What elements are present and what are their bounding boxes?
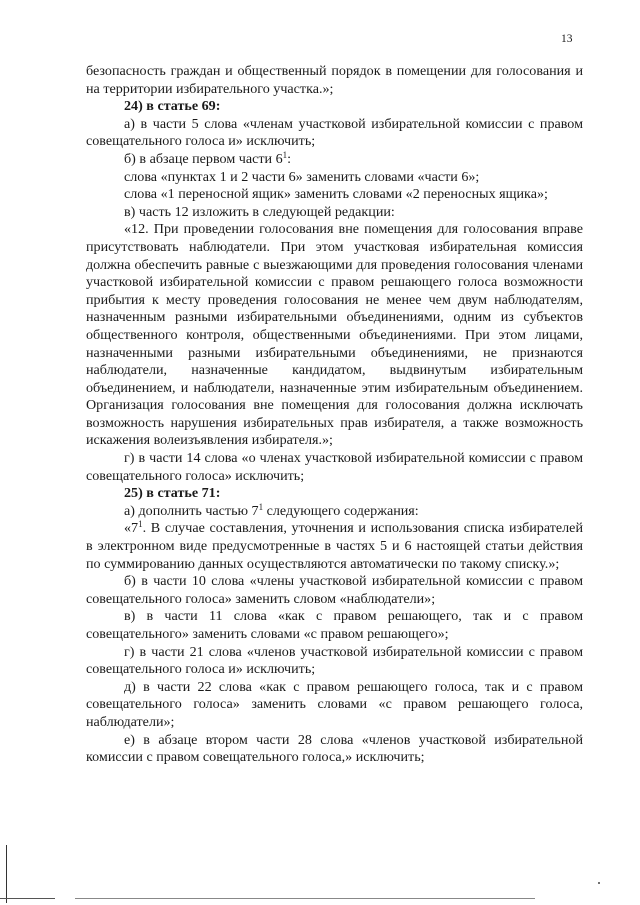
paragraph-71-b: б) в части 10 слова «члены участковой избирательной комиссии с правом совещательного голоса» заменить словом «наблюдатели»; [86,573,583,607]
text-fragment: б) в абзаце первом части 6 [124,150,283,167]
paragraph-69-b [86,151,583,169]
paragraph-69-b-2: слова «1 переносной ящик» заменить словами «2 переносных ящика»; [124,186,548,203]
paragraph-71-part-7-1 [86,520,583,573]
paragraph-71-d: д) в части 22 слова «как с правом решающего голоса, так и с правом совещательного голоса» заменить словами «с правом решающего голоса, наблюдатели»; [86,678,583,730]
paragraph-69-a: а) в части 5 слова «членам участковой избирательной комиссии с правом совещательного голоса и» исключить; [86,115,583,150]
paragraph-69-part-12: «12. При проведении голосования вне помещения для голосования вправе присутствовать наблюдатели. При этом участковая избирательная комиссия должна обеспечить равные с выезжающими для проведения голосования членами участковой избирательной комиссии с правом решающего голоса возможности прибытия к месту проведения голосования не менее чем двум наблюдателям, назначенным разными избирательными объединениями, одним из субъектов общественного контроля, общественными объединениями. При этом лицами, назначенными разными избирательными объединениями, не признаются наблюдатели, назначенные кандидатом, выдвинутым избирательным объединением, и наблюдатели, назначенные этим избирательным объединением. Организация голосования вне помещения для голосования должна исключать возможность нарушения избирательных прав избирателя, а также возможность искажения волеизъявления избирателя.»; [86,221,583,449]
scan-margin-line [6,845,7,903]
paragraph-71-a [86,503,583,521]
page-number: 13 [561,33,573,45]
text-fragment: следующего содержания: [263,502,419,519]
article-71-heading: 25) в статье 71: [124,485,221,502]
paragraph-continuation: безопасность граждан и общественный порядок в помещении для голосования и на территории избирательного участка.»; [86,63,583,97]
paragraph-69-b-1: слова «пунктах 1 и 2 части 6» заменить словами «части 6»; [124,168,480,185]
paragraph-71-v: в) в части 11 слова «как с правом решающего, так и с правом совещательного» заменить словами «с правом решающего»; [86,608,583,642]
scan-bottom-rule [75,898,535,899]
paragraph-69-g: г) в части 14 слова «о членах участковой избирательной комиссии с правом совещательного голоса» исключить; [86,450,583,484]
document-body [86,63,583,767]
superscript: 1 [258,501,264,512]
text-fragment: а) дополнить частью 7 [124,502,259,519]
paragraph-71-e: е) в абзаце втором части 28 слова «членов участковой избирательной комиссии с правом совещательного голоса,» исключить; [86,731,583,766]
superscript: 1 [282,149,288,160]
scan-speck [598,882,600,884]
scan-bottom-rule [0,898,55,899]
text-fragment: «7 [124,520,139,537]
paragraph-71-g: г) в части 21 слова «членов участковой избирательной комиссии с правом совещательного голоса и» исключить; [86,643,583,678]
article-69-heading: 24) в статье 69: [124,98,221,115]
text-fragment: : [287,150,292,167]
text-fragment: . В случае составления, уточнения и использования списка избирателей в электронном виде предусмотренные в частях 5 и 6 настоящей статьи действия по суммированию данных осуществляются автоматически по такому списку.»; [86,520,583,572]
superscript: 1 [138,519,143,530]
paragraph-69-v: в) часть 12 изложить в следующей редакции: [124,203,395,220]
